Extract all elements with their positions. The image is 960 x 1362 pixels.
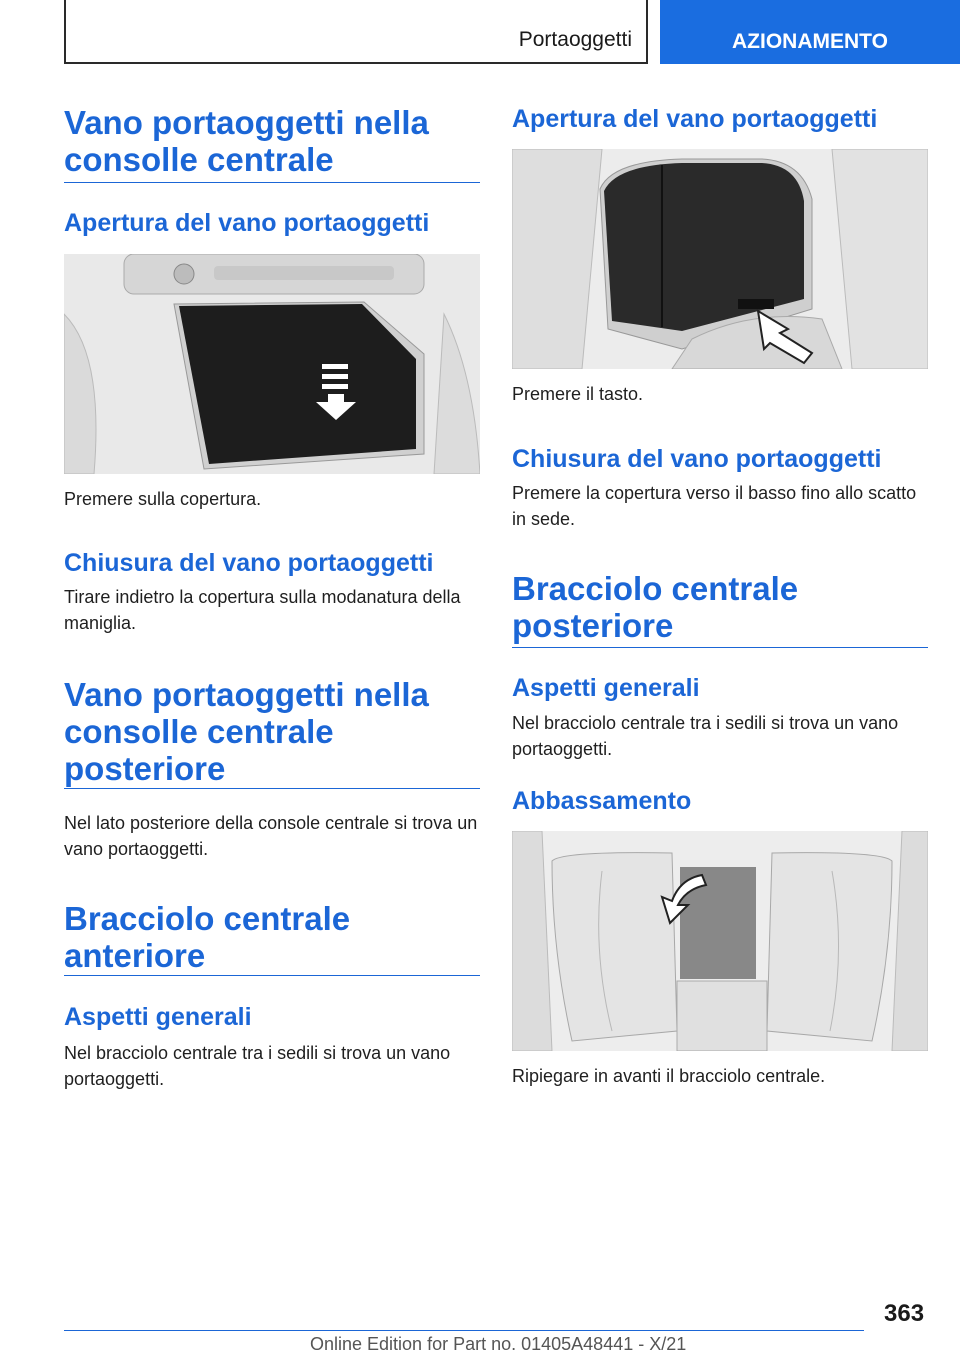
caption-fold-armrest: Ripiegare in avanti il bracciolo centrale. bbox=[512, 1066, 826, 1086]
section-rule bbox=[64, 182, 480, 183]
section-rule bbox=[64, 975, 480, 976]
section-title-rear-armrest: Bracciolo centrale posteriore bbox=[512, 570, 799, 644]
subtitle-general-front: Aspetti generali bbox=[64, 1003, 252, 1031]
section-title-rear-console-storage: Vano portaoggetti nella consolle centrale posteriore bbox=[64, 676, 429, 787]
subtitle-opening-armrest: Apertura del vano portaoggetti bbox=[512, 105, 878, 133]
caption-press-button: Premere il tasto. bbox=[512, 384, 644, 404]
rear-armrest-illustration bbox=[512, 831, 928, 1051]
subtitle-opening: Apertura del vano portaoggetti bbox=[64, 209, 430, 237]
figure-armrest-button bbox=[512, 149, 928, 369]
chapter-tab: AZIONAMENTO bbox=[660, 0, 960, 64]
subtitle-closing: Chiusura del vano portaoggetti bbox=[64, 549, 434, 577]
subtitle-general-rear: Aspetti generali bbox=[512, 674, 700, 702]
running-header-box bbox=[64, 0, 648, 64]
text-front-armrest: Nel bracciolo centrale tra i sedili si trova un vano portaoggetti. bbox=[64, 1043, 451, 1089]
section-rule bbox=[64, 788, 480, 789]
armrest-button-illustration bbox=[512, 149, 928, 369]
figure-console-cover bbox=[64, 254, 480, 474]
caption-press-cover: Premere sulla copertura. bbox=[64, 489, 262, 509]
figure-rear-armrest bbox=[512, 831, 928, 1051]
subtitle-closing-armrest: Chiusura del vano portaoggetti bbox=[512, 445, 882, 473]
text-rear-console: Nel lato posteriore della console centrale si trova un vano portaoggetti. bbox=[64, 813, 478, 859]
subtitle-lowering: Abbassamento bbox=[512, 787, 692, 815]
text-closing-armrest: Premere la copertura verso il basso fino allo scatto in sede. bbox=[512, 483, 917, 529]
footer-edition-text: Online Edition for Part no. 01405A48441 - X/21 bbox=[310, 1334, 687, 1354]
section-title-console-storage: Vano portaoggetti nella consolle centrale bbox=[64, 104, 429, 178]
console-cover-illustration bbox=[64, 254, 480, 474]
text-closing: Tirare indietro la copertura sulla modanatura della maniglia. bbox=[64, 587, 461, 633]
section-title-front-armrest: Bracciolo centrale anteriore bbox=[64, 900, 351, 974]
running-header-section: Portaoggetti bbox=[518, 28, 632, 51]
footer-rule bbox=[64, 1330, 864, 1331]
section-rule bbox=[512, 647, 928, 648]
text-rear-armrest: Nel bracciolo centrale tra i sedili si trova un vano portaoggetti. bbox=[512, 713, 899, 759]
page-number: 363 bbox=[884, 1300, 925, 1327]
